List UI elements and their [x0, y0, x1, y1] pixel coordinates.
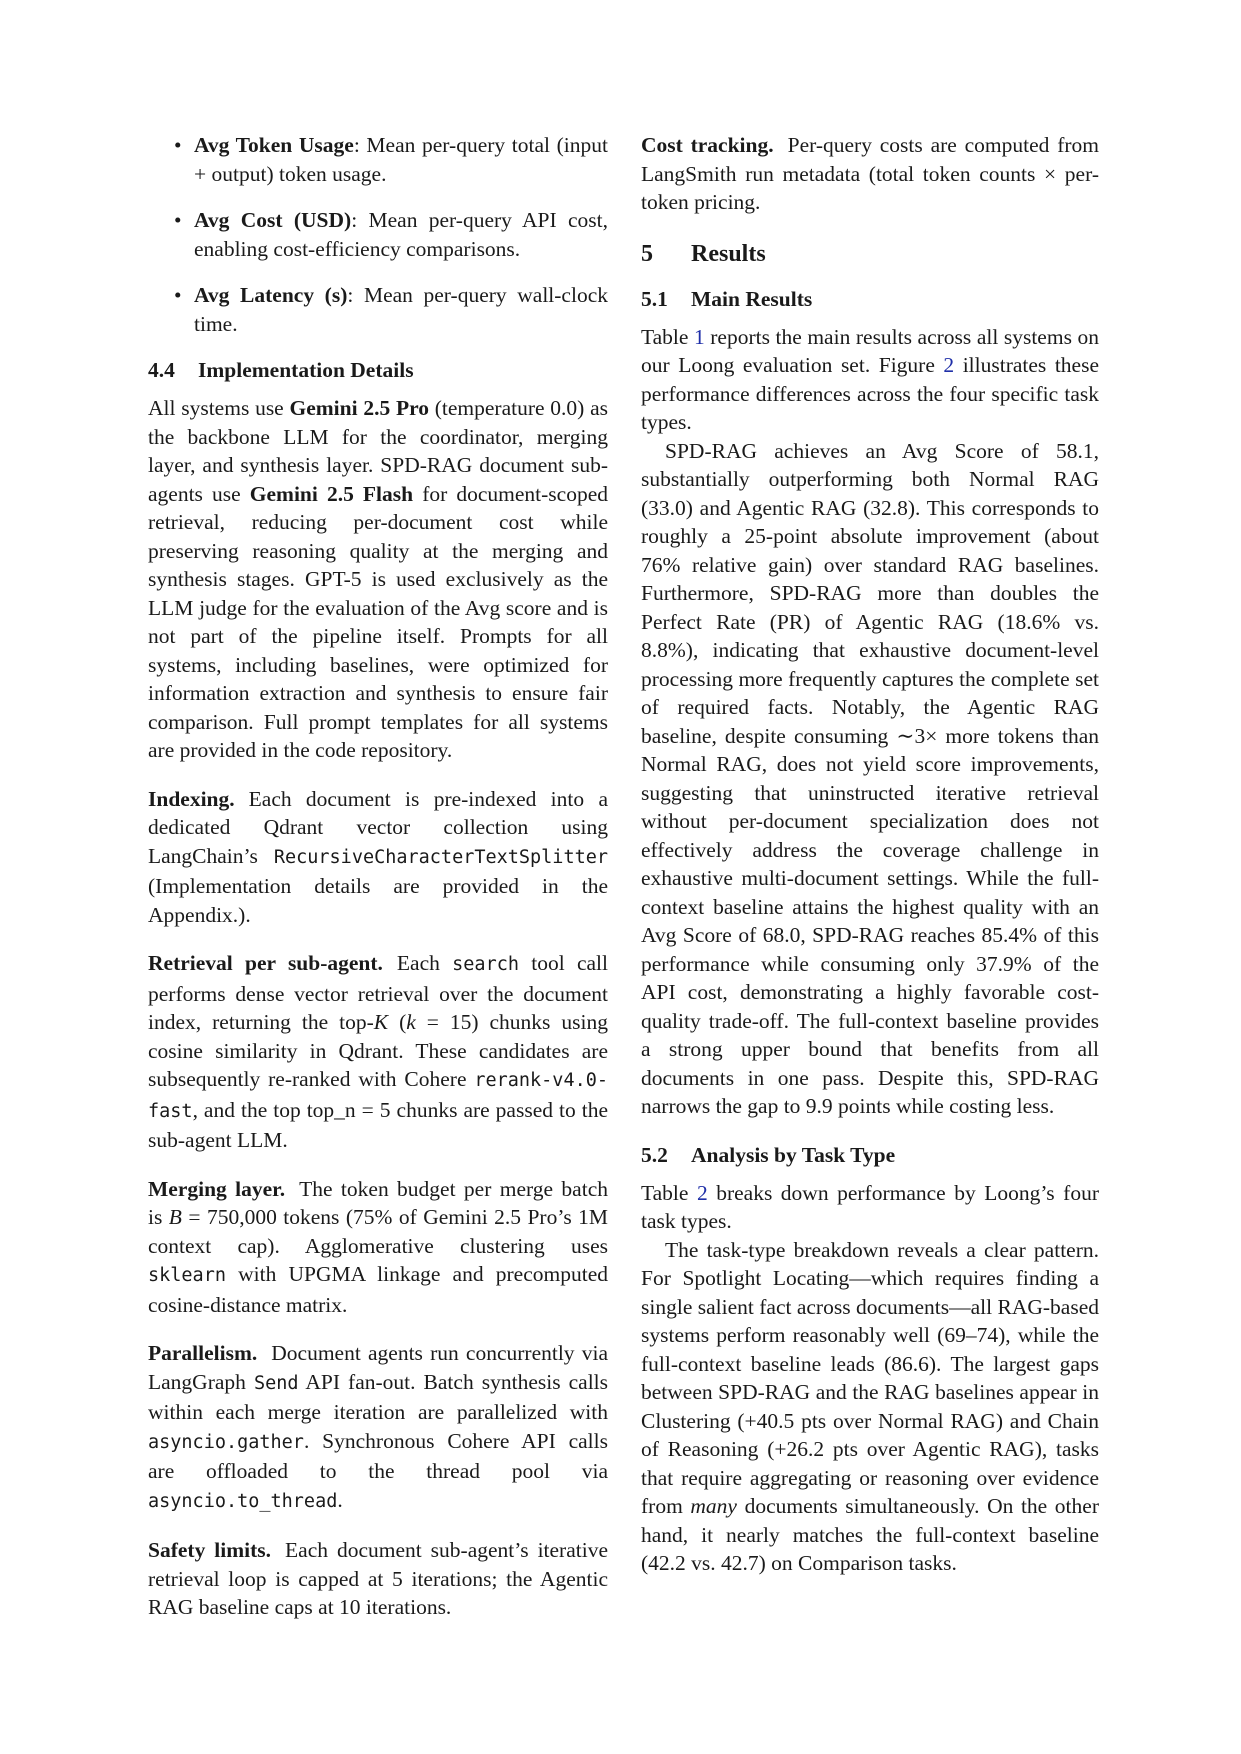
runin-heading: Retrieval per sub-agent. [148, 951, 383, 975]
text-run: = 750,000 tokens (75% of Gemini 2.5 Pro’s 1M context cap). Agglomerative clustering uses [148, 1205, 608, 1258]
text-run: Each document sub-agent’s iterative retrieval loop is capped at 5 iterations; the Agentic RAG baseline caps at 10 iterations. [148, 1538, 608, 1619]
list-item [148, 281, 608, 338]
text-run: . Synchronous Cohere API calls are offloaded to the thread pool via [148, 1428, 608, 1483]
text-run: The token budget per merge batch is [148, 1176, 608, 1229]
text-run: illustrates these performance differences across the four specific task types. [641, 353, 1099, 434]
main-results-paragraph-1 [641, 323, 1099, 437]
bullet-term: Avg Latency (s) [194, 283, 348, 307]
table-ref-link[interactable]: 2 [696, 1180, 708, 1205]
section-number: 5 [641, 240, 653, 267]
math-symbol: K [373, 1010, 389, 1034]
bullet-text: : Mean per-query wall-clock time. [194, 283, 608, 336]
runin-heading: Cost tracking. [641, 133, 774, 157]
text-run: reports the main results across all systems on our Loong evaluation set. Figure [641, 324, 1099, 377]
section-number: 5.2 [641, 1142, 668, 1167]
cost-tracking-paragraph [641, 131, 1099, 217]
section-title: Main Results [691, 286, 813, 311]
section-title: Results [691, 240, 766, 267]
runin-heading: Safety limits. [148, 1538, 272, 1562]
inline-code: sklearn [148, 1265, 226, 1286]
section-heading-5 [641, 239, 1099, 269]
text-run: for document-scoped retrieval, reducing per-document cost while preserving reasoning quality at the merging and synthesis stages. GPT-5 is used exclusively as the LLM judge for the evaluation of the Avg score and is not part of the pipeline itself. Prompts for all systems, including baselines, were optimized for information extraction and synthesis to ensure fair comparison. Full prompt templates for all systems are provided in the code repository. [148, 481, 609, 762]
main-results-paragraph-2: SPD-RAG achieves an Avg Score of 58.1, substantially outperforming both Normal RAG (33.0) and Agentic RAG (32.8). This corresponds to roughly a 25-point absolute improvement (about 76% relative gain) over standard RAG baselines. Furthermore, SPD-RAG more than doubles the Perfect Rate (PR) of Agentic RAG (18.6% vs. 8.8%), indicating that exhaustive document-level processing more frequently captures the complete set of required facts. Notably, the Agentic RAG baseline, despite consuming ∼3× more tokens than Normal RAG, does not yield score improvements, suggesting that uninstructed iterative retrieval without per-document specialization does not effectively address the coverage challenge in exhaustive multi-document settings. While the full-context baseline attains the highest quality with an Avg Score of 68.0, SPD-RAG reaches 85.4% of this performance while consuming only 37.9% of the API cost, demonstrating a highly favorable cost-quality trade-off. The full-context baseline provides a strong upper bound that benefits from all documents in one pass. Despite this, SPD-RAG narrows the gap to 9.9 points while costing less. [641, 438, 1099, 1118]
bullet-term: Avg Token Usage [194, 133, 354, 157]
inline-code: rerank-v4.0-fast [148, 1070, 608, 1122]
section-heading-5-2 [641, 1141, 1099, 1169]
inline-code: search [452, 954, 519, 975]
runin-heading: Indexing. [148, 786, 235, 811]
text-run: with UPGMA linkage and precomputed cosine-distance matrix. [148, 1262, 608, 1317]
text-run: Table [641, 324, 694, 349]
text-run: Each [396, 951, 453, 975]
text-run: Per-query costs are computed from LangSmith run metadata (total token counts × per-token pricing. [641, 133, 1099, 214]
list-item [148, 131, 608, 188]
section-title: Analysis by Task Type [691, 1142, 896, 1167]
runin-heading: Merging layer. [148, 1176, 286, 1201]
left-column [148, 131, 608, 1642]
parallelism-paragraph [148, 1339, 608, 1516]
text-run: (Implementation details are provided in the Appendix.). [148, 874, 608, 927]
math-symbol: B [168, 1205, 182, 1229]
table-ref-link[interactable]: 1 [693, 324, 705, 349]
inline-code: RecursiveCharacterTextSplitter [273, 846, 608, 868]
bullet-icon: • [174, 208, 182, 232]
inline-code: asyncio.to_thread [148, 1490, 338, 1512]
section-heading-4-4 [148, 356, 608, 384]
safety-paragraph [148, 1536, 608, 1622]
text-run: breaks down performance by Loong’s four task types. [641, 1180, 1099, 1233]
metrics-bullet-list [148, 131, 608, 338]
bold-term: Gemini 2.5 Pro [289, 396, 429, 420]
text-run: The task-type breakdown reveals a clear pattern. For Spotlight Locating—which requires finding a single salient fact across documents—all RAG-based systems perform reasonably well (69–74), while the full-context baseline leads (86.6). The largest gaps between SPD-RAG and the RAG baselines appear in Clustering (+40.5 pts over Normal RAG) and Chain of Reasoning (+26.2 pts over Agentic RAG), tasks that require aggregating or reasoning over evidence from [641, 1237, 1099, 1518]
text-run: . [337, 1487, 343, 1512]
inline-code: Send [253, 1372, 299, 1394]
list-item [148, 206, 608, 263]
text-run: tool call performs dense vector retrieval over the document index, returning the top- [148, 951, 608, 1034]
indexing-paragraph [148, 785, 608, 930]
text-run: (temperature 0.0) as the backbone LLM for the coordinator, merging layer, and synthesis layer. SPD-RAG document sub-agents use [148, 396, 608, 506]
right-column [641, 131, 1099, 1578]
section-title: Implementation Details [198, 358, 414, 382]
retrieval-paragraph [148, 949, 608, 1155]
section-number: 4.4 [148, 358, 175, 382]
inline-code: asyncio.gather [148, 1431, 304, 1453]
text-run: documents simultaneously. On the other hand, it nearly matches the full-context baseline (42.2 vs. 42.7) on Comparison tasks. [641, 1494, 1099, 1575]
merging-paragraph [148, 1175, 608, 1320]
bullet-icon: • [174, 133, 182, 157]
text-run: Document agents run concurrently via LangGraph [148, 1341, 608, 1394]
figure-ref-link[interactable]: 2 [943, 353, 955, 377]
bold-term: Gemini 2.5 Flash [249, 481, 414, 506]
section-number: 5.1 [641, 286, 668, 311]
task-type-paragraph-1 [641, 1179, 1099, 1236]
implementation-paragraph [148, 394, 608, 765]
text-run: , and the top top_n = 5 chunks are passed to the sub-agent LLM. [148, 1097, 608, 1152]
text-run: ( [388, 1010, 407, 1034]
runin-heading: Parallelism. [148, 1341, 258, 1365]
bullet-term: Avg Cost (USD) [194, 208, 352, 232]
task-type-paragraph-2 [641, 1236, 1099, 1578]
bullet-text: : Mean per-query total (input + output) token usage. [194, 133, 608, 186]
bullet-icon: • [174, 283, 182, 307]
text-run: = 15) chunks using cosine similarity in Qdrant. These candidates are subsequently re-ranked with Cohere [148, 1010, 608, 1091]
text-run: Table [641, 1180, 697, 1205]
bullet-text: : Mean per-query API cost, enabling cost-efficiency comparisons. [194, 208, 608, 261]
math-symbol: k [406, 1010, 416, 1034]
text-run: Each document is pre-indexed into a dedicated Qdrant vector collection using LangChain’s [148, 786, 608, 868]
section-heading-5-1 [641, 285, 1099, 313]
emphasis: many [690, 1494, 737, 1518]
text-run: API fan-out. Batch synthesis calls within each merge iteration are parallelized with [148, 1369, 609, 1424]
text-run: All systems use [148, 396, 290, 420]
